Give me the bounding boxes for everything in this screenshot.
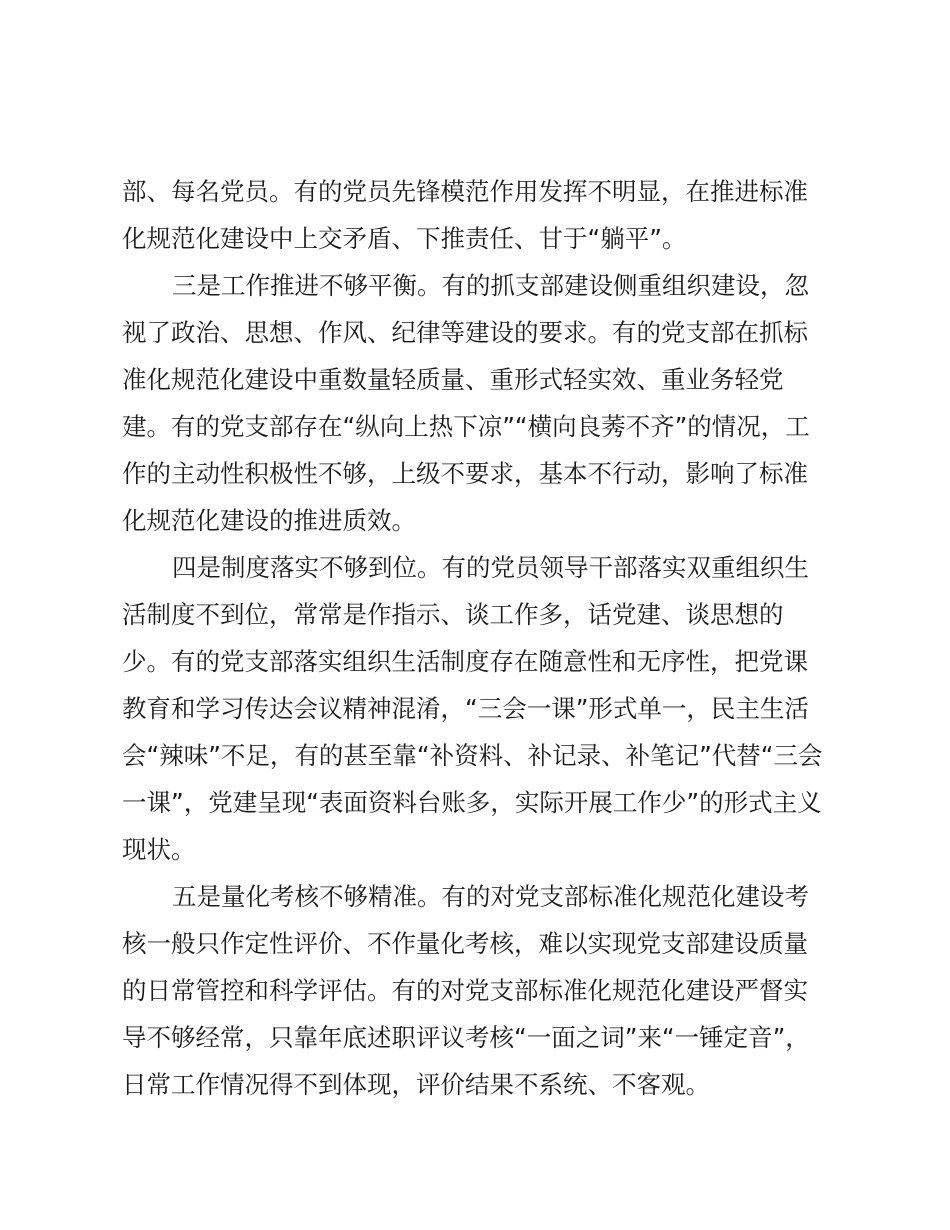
paragraph-first-line: 五是量化考核不够精准。有的对党支部标准化规范化建设考 — [172, 882, 809, 911]
text-line: 部、每名党员。有的党员先锋模范作用发挥不明显，在推进标准 — [122, 177, 808, 206]
text-line: 现状。 — [122, 835, 196, 864]
text-line: 日常工作情况得不到体现，评价结果不系统、不客观。 — [122, 1070, 710, 1099]
text-line: 少。有的党支部落实组织生活制度存在随意性和无序性，把党课 — [122, 647, 808, 676]
text-line: 化规范化建设中上交矛盾、下推责任、甘于“躺平”。 — [122, 224, 687, 253]
text-line: 化规范化建设的推进质效。 — [122, 506, 416, 535]
body-text — [122, 168, 838, 1108]
text-line: 准化规范化建设中重数量轻质量、重形式轻实效、重业务轻党 — [122, 365, 784, 394]
text-line: 会“辣味”不足，有的甚至靠“补资料、补记录、补笔记”代替“三会 — [122, 741, 823, 770]
text-line: 一课”，党建呈现“表面资料台账多，实际开展工作少”的形式主义 — [122, 788, 822, 817]
text-line: 视了政治、思想、作风、纪律等建设的要求。有的党支部在抓标 — [122, 318, 808, 347]
paragraph-first-line: 三是工作推进不够平衡。有的抓支部建设侧重组织建设，忽 — [172, 271, 809, 300]
paragraph-first-line: 四是制度落实不够到位。有的党员领导干部落实双重组织生 — [172, 553, 809, 582]
text-line: 作的主动性积极性不够，上级不要求，基本不行动，影响了标准 — [122, 459, 808, 488]
text-line: 核一般只作定性评价、不作量化考核，难以实现党支部建设质量 — [122, 929, 808, 958]
text-line: 活制度不到位，常常是作指示、谈工作多，话党建、谈思想的 — [122, 600, 784, 629]
text-line: 建。有的党支部存在“纵向上热下凉”“横向良莠不齐”的情况，工 — [122, 412, 810, 441]
text-line: 教育和学习传达会议精神混淆，“三会一课”形式单一，民主生活 — [122, 694, 809, 723]
text-line: 导不够经常，只靠年底述职评议考核“一面之词”来“一锤定音”， — [122, 1023, 810, 1052]
text-line: 的日常管控和科学评估。有的对党支部标准化规范化建设严督实 — [122, 976, 808, 1005]
